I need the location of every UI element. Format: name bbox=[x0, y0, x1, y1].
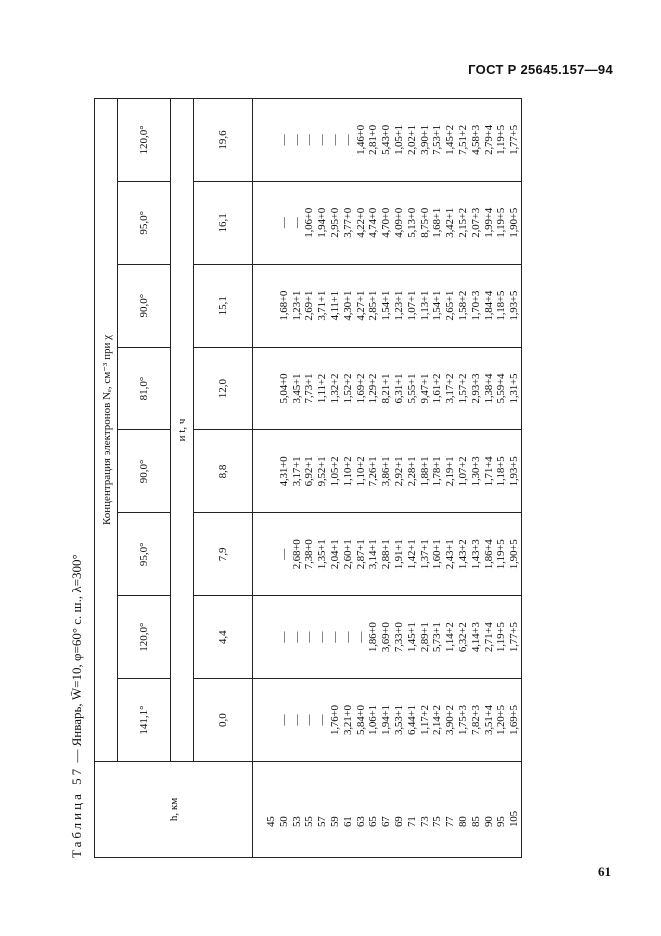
cell-value: 2,69+1 bbox=[303, 290, 316, 321]
h-value: 55 bbox=[303, 816, 316, 827]
cell-value: 3,14+1 bbox=[367, 539, 380, 570]
page-number: 61 bbox=[598, 864, 611, 879]
h-value: 73 bbox=[418, 816, 431, 827]
cell-value: 4,74+0 bbox=[367, 207, 380, 238]
cell-value: — bbox=[277, 548, 290, 560]
caption-text: — Январь, W̄=10, φ=60° с. ш., λ=300° bbox=[69, 554, 84, 766]
data-column-cell bbox=[253, 596, 522, 679]
cell-value: 7,38+0 bbox=[303, 539, 316, 570]
cell-value: 6,44+1 bbox=[405, 705, 418, 735]
cell-value: 2,85+1 bbox=[367, 290, 380, 321]
h-value: 80 bbox=[456, 816, 469, 827]
cell-value: 5,55+1 bbox=[405, 373, 418, 404]
cell-value: 3,21+0 bbox=[341, 705, 354, 735]
h-value: 63 bbox=[354, 816, 367, 827]
cell-value: 2,81+0 bbox=[367, 125, 380, 155]
cell-value: 1,32+2 bbox=[328, 373, 341, 404]
cell-value: 1,77+5 bbox=[508, 622, 521, 653]
cell-value: 1,57+2 bbox=[456, 373, 469, 404]
cell-value: 3,17+1 bbox=[290, 456, 303, 487]
t-value: 19,6 bbox=[194, 99, 253, 182]
cell-value: 3,86+1 bbox=[380, 456, 393, 487]
cell-value: 5,59+4 bbox=[495, 373, 508, 404]
blank-line bbox=[265, 348, 278, 430]
blank-line bbox=[265, 431, 278, 513]
cell-value: — bbox=[341, 134, 354, 146]
cell-value: 1,75+3 bbox=[456, 705, 469, 735]
cell-value: 1,23+1 bbox=[290, 290, 303, 321]
cell-value: — bbox=[316, 714, 329, 726]
chi-value: 81,0° bbox=[118, 347, 171, 430]
cell-value: — bbox=[277, 217, 290, 229]
cell-value: 1,05+1 bbox=[392, 125, 405, 155]
t-value: 12,0 bbox=[194, 347, 253, 430]
cell-value: 1,90+5 bbox=[508, 539, 521, 570]
cell-value: 3,45+1 bbox=[290, 373, 303, 404]
cell-value: 1,19+5 bbox=[495, 125, 508, 155]
data-column-cell bbox=[253, 99, 522, 182]
data-column-cell bbox=[253, 430, 522, 513]
blank-line bbox=[265, 265, 278, 347]
cell-value: 4,09+0 bbox=[392, 207, 405, 238]
cell-value: 4,22+0 bbox=[354, 207, 367, 238]
cell-value: 2,92+1 bbox=[392, 456, 405, 487]
cell-value: 2,89+1 bbox=[418, 622, 431, 653]
chi-value: 120,0° bbox=[118, 99, 171, 182]
caption-prefix: Таблица 57 bbox=[69, 765, 84, 858]
cell-value: 7,53+1 bbox=[431, 125, 444, 155]
cell-value: 2,14+2 bbox=[431, 705, 444, 735]
cell-value: 1,68+0 bbox=[277, 290, 290, 321]
rotated-table-block bbox=[64, 98, 624, 858]
cell-value: 1,88+1 bbox=[418, 456, 431, 487]
chi-value: 95,0° bbox=[118, 181, 171, 264]
cell-value: 2,02+1 bbox=[405, 125, 418, 155]
cell-value: 1,06+0 bbox=[303, 207, 316, 238]
cell-value: — bbox=[277, 134, 290, 146]
h-value: 57 bbox=[316, 816, 329, 827]
cell-value: 1,93+5 bbox=[508, 456, 521, 487]
cell-value: 5,04+0 bbox=[277, 373, 290, 404]
cell-value: 1,86+4 bbox=[482, 539, 495, 570]
cell-value: 1,07+1 bbox=[405, 290, 418, 321]
chi-header-row bbox=[118, 99, 171, 858]
cell-value: 2,71+4 bbox=[482, 622, 495, 653]
h-value: 90 bbox=[482, 816, 495, 827]
blank-line bbox=[265, 99, 278, 181]
cell-value: 1,76+0 bbox=[328, 705, 341, 735]
cell-value: 2,79+4 bbox=[482, 125, 495, 155]
chi-value: 90,0° bbox=[118, 430, 171, 513]
cell-value: 2,07+3 bbox=[469, 207, 482, 238]
cell-value: 1,30+3 bbox=[469, 456, 482, 487]
cell-value: 1,10+2 bbox=[354, 456, 367, 487]
t-value: 15,1 bbox=[194, 264, 253, 347]
cell-value: 9,47+1 bbox=[418, 373, 431, 404]
blank-line bbox=[265, 596, 278, 678]
cell-value: — bbox=[328, 631, 341, 643]
cell-value: — bbox=[341, 631, 354, 643]
cell-value: 1,18+5 bbox=[495, 290, 508, 321]
cell-value: — bbox=[354, 631, 367, 643]
cell-value: 3,77+0 bbox=[341, 207, 354, 238]
cell-value: 4,11+1 bbox=[328, 291, 341, 321]
t-header: и t, ч bbox=[171, 99, 194, 762]
cell-value: 1,52+2 bbox=[341, 373, 354, 404]
cell-value: 1,06+1 bbox=[367, 705, 380, 735]
cell-value: 4,70+0 bbox=[380, 207, 393, 238]
cell-value: 7,73+1 bbox=[303, 373, 316, 404]
cell-value: 8,21+1 bbox=[380, 373, 393, 404]
cell-value: 1,05+2 bbox=[328, 456, 341, 487]
cell-value: 1,29+2 bbox=[367, 373, 380, 404]
cell-value: 1,19+5 bbox=[495, 539, 508, 570]
data-column-cell bbox=[253, 513, 522, 596]
cell-value: 2,93+3 bbox=[469, 373, 482, 404]
h-value: 95 bbox=[495, 816, 508, 827]
blank-line bbox=[265, 679, 278, 761]
cell-value: 7,33+0 bbox=[392, 622, 405, 653]
cell-value: 1,37+1 bbox=[418, 539, 431, 570]
cell-value: 2,68+0 bbox=[290, 539, 303, 570]
cell-value: — bbox=[328, 134, 341, 146]
cell-value: 1,19+5 bbox=[495, 207, 508, 238]
cell-value: 2,15+2 bbox=[456, 207, 469, 238]
data-table bbox=[94, 98, 522, 858]
cell-value: 1,86+0 bbox=[367, 622, 380, 653]
chi-value: 120,0° bbox=[118, 596, 171, 679]
cell-value: 1,43+2 bbox=[456, 539, 469, 570]
data-column-cell bbox=[253, 264, 522, 347]
t-value: 4,4 bbox=[194, 596, 253, 679]
cell-value: 1,19+5 bbox=[495, 622, 508, 653]
chi-value: 141,1° bbox=[118, 679, 171, 762]
data-column-cell bbox=[253, 679, 522, 762]
document-header: ГОСТ Р 25645.157—94 bbox=[468, 62, 613, 77]
cell-value: 3,42+1 bbox=[444, 207, 457, 238]
cell-value: 1,78+1 bbox=[431, 456, 444, 487]
cell-value: 1,42+1 bbox=[405, 539, 418, 570]
cell-value: 6,31+1 bbox=[392, 373, 405, 404]
cell-value: 4,31+0 bbox=[277, 456, 290, 487]
t-value: 16,1 bbox=[194, 181, 253, 264]
cell-value: — bbox=[316, 134, 329, 146]
cell-value: 4,14+3 bbox=[469, 622, 482, 653]
cell-value: 1,61+2 bbox=[431, 373, 444, 404]
chi-value: 95,0° bbox=[118, 513, 171, 596]
cell-value: 1,58+2 bbox=[456, 290, 469, 321]
cell-value: 1,10+2 bbox=[341, 456, 354, 487]
cell-value: 1,99+4 bbox=[482, 207, 495, 238]
h-column-header: h, км bbox=[95, 762, 253, 858]
cell-value: 6,92+1 bbox=[303, 456, 316, 487]
cell-value: 1,35+1 bbox=[316, 539, 329, 570]
h-value: 85 bbox=[469, 816, 482, 827]
cell-value: 6,32+2 bbox=[456, 622, 469, 653]
cell-value: 3,71+1 bbox=[316, 290, 329, 321]
cell-value: — bbox=[277, 631, 290, 643]
cell-value: 2,88+1 bbox=[380, 539, 393, 570]
cell-value: 1,71+4 bbox=[482, 456, 495, 487]
cell-value: 1,31+5 bbox=[508, 373, 521, 404]
cell-value: 3,53+1 bbox=[392, 705, 405, 735]
cell-value: 7,26+1 bbox=[367, 456, 380, 487]
cell-value: — bbox=[290, 134, 303, 146]
cell-value: — bbox=[290, 631, 303, 643]
h-values-cell bbox=[253, 762, 522, 858]
cell-value: 3,90+2 bbox=[444, 705, 457, 735]
h-value: 53 bbox=[290, 816, 303, 827]
cell-value: — bbox=[303, 134, 316, 146]
t-value: 7,9 bbox=[194, 513, 253, 596]
concentration-header: Концентрация электронов Nₑ, см⁻³ при χ bbox=[95, 99, 118, 762]
h-value: 67 bbox=[380, 816, 393, 827]
cell-value: 7,82+3 bbox=[469, 705, 482, 735]
cell-value: — bbox=[290, 217, 303, 229]
t-value: 0,0 bbox=[194, 679, 253, 762]
cell-value: 1,38+4 bbox=[482, 373, 495, 404]
cell-value: 9,52+1 bbox=[316, 456, 329, 487]
cell-value: — bbox=[277, 714, 290, 726]
cell-value: 1,14+2 bbox=[444, 622, 457, 653]
cell-value: 1,70+3 bbox=[469, 290, 482, 321]
table-body-row bbox=[253, 99, 522, 858]
cell-value: 1,11+2 bbox=[316, 373, 329, 404]
cell-value: 1,68+1 bbox=[431, 207, 444, 238]
cell-value: 7,51+2 bbox=[456, 125, 469, 155]
h-value: 59 bbox=[328, 816, 341, 827]
blank-line bbox=[265, 513, 278, 595]
cell-value: 1,54+1 bbox=[431, 290, 444, 321]
cell-value: 1,45+2 bbox=[444, 125, 457, 155]
cell-value: 1,94+1 bbox=[380, 705, 393, 735]
cell-value: — bbox=[303, 714, 316, 726]
cell-value: 1,91+1 bbox=[392, 539, 405, 570]
cell-value: 2,43+1 bbox=[444, 539, 457, 570]
blank-line bbox=[265, 182, 278, 264]
h-value: 65 bbox=[367, 816, 380, 827]
cell-value: 1,90+5 bbox=[508, 207, 521, 238]
cell-value: 2,60+1 bbox=[341, 539, 354, 570]
t-value: 8,8 bbox=[194, 430, 253, 513]
cell-value: 5,13+0 bbox=[405, 207, 418, 238]
cell-value: 1,18+5 bbox=[495, 456, 508, 487]
h-value: 69 bbox=[392, 816, 405, 827]
chi-value: 90,0° bbox=[118, 264, 171, 347]
cell-value: 1,93+5 bbox=[508, 290, 521, 321]
table-caption bbox=[64, 98, 90, 858]
h-value: 77 bbox=[444, 816, 457, 827]
cell-value: 1,46+0 bbox=[354, 125, 367, 155]
cell-value: — bbox=[303, 631, 316, 643]
h-value: 50 bbox=[277, 816, 290, 827]
cell-value: 3,17+2 bbox=[444, 373, 457, 404]
cell-value: 1,69+2 bbox=[354, 373, 367, 404]
cell-value: 1,23+1 bbox=[392, 290, 405, 321]
cell-value: 1,17+2 bbox=[418, 705, 431, 735]
cell-value: 8,75+0 bbox=[418, 207, 431, 238]
cell-value: 5,43+0 bbox=[380, 125, 393, 155]
cell-value: 4,58+3 bbox=[469, 125, 482, 155]
cell-value: 3,69+0 bbox=[380, 622, 393, 653]
data-column-cell bbox=[253, 181, 522, 264]
cell-value: 2,28+1 bbox=[405, 456, 418, 487]
t-header-row bbox=[194, 99, 253, 858]
h-value: 75 bbox=[431, 816, 444, 827]
cell-value: 1,45+1 bbox=[405, 622, 418, 653]
cell-value: 2,95+0 bbox=[328, 207, 341, 238]
cell-value: 1,69+5 bbox=[508, 705, 521, 735]
h-value: 105 bbox=[508, 811, 521, 827]
cell-value: 2,65+1 bbox=[444, 290, 457, 321]
cell-value: 1,60+1 bbox=[431, 539, 444, 570]
cell-value: 1,77+5 bbox=[508, 125, 521, 155]
data-column-cell bbox=[253, 347, 522, 430]
cell-value: 1,54+1 bbox=[380, 290, 393, 321]
cell-value: 1,13+1 bbox=[418, 290, 431, 321]
h-value: 71 bbox=[405, 816, 418, 827]
cell-value: — bbox=[290, 714, 303, 726]
cell-value: 1,43+3 bbox=[469, 539, 482, 570]
cell-value: 3,90+1 bbox=[418, 125, 431, 155]
cell-value: 2,87+1 bbox=[354, 539, 367, 570]
cell-value: 5,84+0 bbox=[354, 705, 367, 735]
cell-value: 3,51+4 bbox=[482, 705, 495, 735]
cell-value: 4,27+1 bbox=[354, 290, 367, 321]
h-value: 61 bbox=[341, 816, 354, 827]
cell-value: — bbox=[316, 631, 329, 643]
h-value: 45 bbox=[265, 816, 277, 827]
cell-value: 2,04+1 bbox=[328, 539, 341, 570]
cell-value: 2,19+1 bbox=[444, 456, 457, 487]
cell-value: 4,30+1 bbox=[341, 290, 354, 321]
cell-value: 5,73+1 bbox=[431, 622, 444, 653]
cell-value: 1,07+2 bbox=[456, 456, 469, 487]
cell-value: 1,84+4 bbox=[482, 290, 495, 321]
cell-value: 1,20+5 bbox=[495, 705, 508, 735]
cell-value: 1,94+0 bbox=[316, 207, 329, 238]
